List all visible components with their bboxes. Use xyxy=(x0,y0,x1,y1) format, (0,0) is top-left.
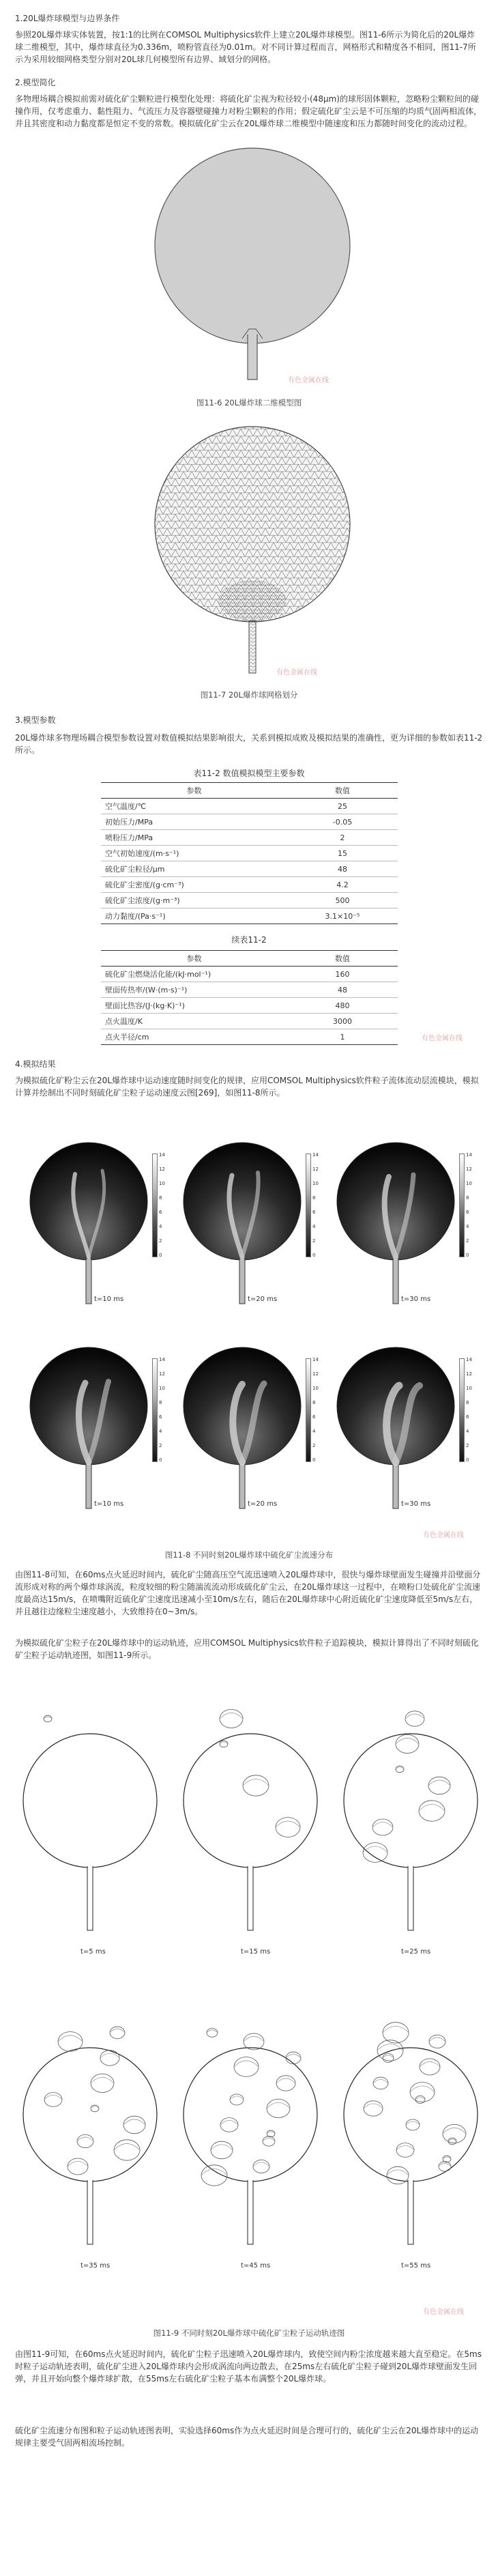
colorbar-tick-label: 0 xyxy=(159,1253,162,1258)
particle-trajectory xyxy=(429,2035,445,2048)
figure-11-9-trajectory-panels xyxy=(0,1671,498,2313)
particle-trajectory xyxy=(207,2030,218,2033)
particle-trajectory xyxy=(244,2033,264,2050)
nozzle-tube xyxy=(248,334,257,380)
particle-trajectory xyxy=(286,2055,301,2059)
params-table xyxy=(101,782,398,924)
section-4-body-4: 由图11-9可知，在60ms点火延迟时间内，硫化矿尘粒子迅速喷入20L爆炸球内，致使空间内粉尘浓度越来越大直至稳定。在5ms时粒子运动轨迹表明，硫化矿尘进入20L爆炸球内会形成涡流向两边散去，在25ms左右硫化矿尘粒子碰到20L爆炸球壁面发生回弹，并且开始向整个爆炸球扩散，在55ms左右硫化矿尘粒子基本布满整个20L爆炸球。 xyxy=(15,2349,482,2384)
velocity-panel xyxy=(334,1133,471,1311)
particle-trajectory xyxy=(286,2052,301,2064)
colorbar-tick-label: 0 xyxy=(159,1457,162,1463)
sphere-domain xyxy=(184,1347,301,1465)
section-1-body: 参照20L爆炸球实体装置，按1:1的比例在COMSOL Multiphysics软件上建立20L爆炸球模型。图11-6所示为简化后的20L爆炸球二维模型，其中，爆炸球直径为0.336m，喷粉管直径为0.01m。对不同计算过程而言，网格形式和精度各不相同，图11-7所示为采用较细网格类型分别对20L球几何模型所有边界、域划分的网格。 xyxy=(15,30,476,64)
section-4-body-2: 由图11-8可知，在60ms点火延迟时间内，硫化矿尘随高压空气流迅速喷入20L爆炸球中，很快与爆炸球壁面发生碰撞并沿壁面分流形成对称的两个爆炸球涡流，粒度较细的粉尘随湍流流动形成硫化矿尘云，在20L爆炸球这一过程中，在喷粉口处硫化矿尘流速度最高达15m/s，在喷嘴附近硫化矿尘速度迅速减小至10m/s左右，随后在20L爆炸球中心附近硫化矿尘速度降低至5m/s左右，并且越往边缘粒尘速度越小，大致维持在0~3m/s。 xyxy=(15,1570,481,1616)
sphere-domain xyxy=(23,2048,157,2181)
velocity-panel xyxy=(27,1338,164,1515)
colorbar-tick-label: 14 xyxy=(159,1152,165,1158)
colorbar xyxy=(152,1358,158,1462)
colorbar-tick-label: 0 xyxy=(312,1253,316,1258)
colorbar-tick-label: 8 xyxy=(159,1400,162,1405)
watermark: 有色金属在线 xyxy=(423,1532,464,1539)
particle-trajectory xyxy=(383,2022,409,2043)
colorbar-tick-label: 12 xyxy=(159,1167,165,1172)
particle-trajectory xyxy=(405,1711,424,1726)
trajectory-panel xyxy=(181,1992,324,2292)
colorbar-tick-label: 10 xyxy=(312,1386,319,1391)
sphere-domain xyxy=(184,2048,317,2181)
nozzle-tube xyxy=(86,1463,91,1508)
colorbar-tick-label: 8 xyxy=(312,1400,316,1405)
sphere-domain xyxy=(337,1143,454,1260)
particle-trajectory xyxy=(383,2027,409,2033)
section-2-title: 2.模型简化 xyxy=(15,78,56,87)
colorbar xyxy=(306,1154,311,1257)
table-cell: 喷粉压力/MPa xyxy=(101,830,287,846)
sphere-domain xyxy=(344,2048,478,2181)
particle-trajectory xyxy=(110,2029,125,2033)
colorbar-tick-label: 2 xyxy=(312,1238,316,1244)
panel-time-label: t=25 ms xyxy=(401,1948,431,1956)
watermark: 有色金属在线 xyxy=(288,377,329,384)
colorbar-tick-label: 12 xyxy=(159,1371,165,1377)
nozzle-tube xyxy=(408,1866,413,1930)
particle-trajectory xyxy=(405,1714,424,1719)
section-1-title: 1.20L爆炸球模型与边界条件 xyxy=(15,14,120,23)
table-cell: 空气温度/℃ xyxy=(101,799,287,814)
table-row xyxy=(101,814,398,830)
colorbar-tick-label: 12 xyxy=(466,1167,472,1172)
colorbar-tick-label: 4 xyxy=(159,1429,162,1434)
panel-time-label: t=35 ms xyxy=(80,2262,111,2270)
colorbar-tick-label: 12 xyxy=(312,1167,319,1172)
nozzle-tube xyxy=(239,1463,245,1508)
section-4-body-5: 硫化矿尘流速分布图和粒子运动轨迹图表明，实验选择60ms作为点火延迟时间是合理可行的，硫化矿尘云在20L爆炸球中的运动规律主要受气固两相流场控制。 xyxy=(15,2426,479,2448)
nozzle-tube xyxy=(393,1259,398,1304)
mesh-nozzle-tube xyxy=(249,621,256,673)
table-11-2-title: 表11-2 数值模拟模型主要参数 xyxy=(193,769,305,778)
colorbar-tick-label: 8 xyxy=(466,1195,469,1201)
table-cell: 点火温度/K xyxy=(101,1014,287,1029)
particle-trajectory xyxy=(44,1715,52,1722)
table-header-cell: 数值 xyxy=(287,951,398,967)
particle-trajectory xyxy=(429,2037,445,2042)
trajectory-panel xyxy=(20,1678,164,1978)
colorbar-tick-label: 2 xyxy=(312,1443,316,1448)
sphere-domain xyxy=(337,1347,454,1465)
particle-trajectory xyxy=(220,1709,243,1728)
table-row xyxy=(101,998,398,1014)
particle-trajectory xyxy=(110,2027,125,2039)
table-cell: 160 xyxy=(287,967,398,982)
colorbar xyxy=(459,1154,465,1257)
table-row xyxy=(101,893,398,908)
colorbar-tick-label: 4 xyxy=(159,1224,162,1229)
table-row xyxy=(101,1014,398,1029)
table-cell: 4.2 xyxy=(287,877,398,893)
panel-time-label: t=20 ms xyxy=(248,1296,278,1303)
colorbar-tick-label: 2 xyxy=(466,1443,469,1448)
table-cell: 48 xyxy=(287,982,398,998)
table-header-cell: 参数 xyxy=(101,951,287,967)
table-row xyxy=(101,830,398,846)
table-cell: 48 xyxy=(287,861,398,877)
explosion-sphere-outline xyxy=(155,148,350,343)
table-row xyxy=(101,1029,398,1045)
nozzle-tube xyxy=(239,1259,245,1304)
colorbar-tick-label: 14 xyxy=(312,1357,319,1362)
panel-time-label: t=30 ms xyxy=(401,1500,431,1508)
table-cell: 硫化矿尘浓度/(g·m⁻³) xyxy=(101,893,287,908)
particle-trajectory xyxy=(58,2032,83,2052)
sphere-domain xyxy=(184,1734,317,1867)
colorbar xyxy=(152,1154,158,1257)
table-row xyxy=(101,799,398,814)
colorbar-tick-label: 4 xyxy=(312,1429,316,1434)
colorbar-tick-label: 10 xyxy=(159,1181,165,1186)
sphere-domain xyxy=(30,1347,147,1465)
section-4-body: 为模拟硫化矿粉尘云在20L爆炸球中运动速度随时间变化的规律，应用COMSOL Multiphysics软件粒子流体流动层流模块，模拟计算并绘制出不同时刻硫化矿尘粒子运动速度云图[269]，如图11-8所示。 xyxy=(15,1076,479,1098)
colorbar-tick-label: 14 xyxy=(466,1152,472,1158)
colorbar-tick-label: 10 xyxy=(159,1386,165,1391)
colorbar-tick-label: 8 xyxy=(312,1195,316,1201)
table-cell: 硫化矿尘燃烧活化能/(kJ·mol⁻¹) xyxy=(101,967,287,982)
table-row xyxy=(101,908,398,924)
table-header-cell: 参数 xyxy=(101,783,287,799)
figure-11-9-caption: 图11-9 不同时刻20L爆炸球中硫化矿尘粒子运动轨迹图 xyxy=(153,2328,345,2338)
velocity-panel xyxy=(27,1133,164,1311)
colorbar xyxy=(459,1358,465,1462)
colorbar-tick-label: 4 xyxy=(312,1224,316,1229)
velocity-panel xyxy=(181,1133,317,1311)
panel-time-label: t=20 ms xyxy=(248,1500,278,1508)
table-row xyxy=(101,982,398,998)
colorbar-tick-label: 10 xyxy=(466,1386,472,1391)
particle-trajectory xyxy=(244,2037,264,2042)
particle-trajectory xyxy=(220,1713,243,1719)
figure-11-7-mesh xyxy=(126,422,379,681)
particle-trajectory xyxy=(58,2035,83,2042)
colorbar-tick-label: 0 xyxy=(466,1253,469,1258)
section-3-body: 20L爆炸球多物理场耦合模型参数设置对数值模拟结果影响很大，关系到模拟成败及模拟结果的准确性，更为详细的参数如表11-2所示。 xyxy=(15,733,483,755)
section-3-title: 3.模型参数 xyxy=(15,715,56,725)
velocity-panel xyxy=(334,1338,471,1515)
colorbar-tick-label: 0 xyxy=(312,1457,316,1463)
table-header-row xyxy=(101,783,398,799)
panel-time-label: t=55 ms xyxy=(401,2262,431,2270)
table-row xyxy=(101,877,398,893)
figure-11-7-caption: 图11-7 20L爆炸球网格划分 xyxy=(200,690,298,700)
colorbar-tick-label: 4 xyxy=(466,1429,469,1434)
colorbar-tick-label: 10 xyxy=(466,1181,472,1186)
table-header-cell: 数值 xyxy=(287,783,398,799)
nozzle-tube xyxy=(408,2180,413,2244)
colorbar xyxy=(306,1358,311,1462)
params-table-continued xyxy=(101,950,398,1045)
table-row xyxy=(101,861,398,877)
panel-time-label: t=45 ms xyxy=(241,2262,271,2270)
colorbar-tick-label: 12 xyxy=(466,1371,472,1377)
table-11-2-cont-title: 续表11-2 xyxy=(231,935,267,945)
figure-11-6-model xyxy=(126,143,379,389)
panel-time-label: t=5 ms xyxy=(80,1948,106,1956)
figure-11-8-caption: 图11-8 不同时刻20L爆炸球中硫化矿尘流速分布 xyxy=(164,1550,334,1560)
table-cell: 点火半径/cm xyxy=(101,1029,287,1045)
table-row xyxy=(101,846,398,861)
table-cell: 初始压力/MPa xyxy=(101,814,287,830)
table-cell: 1 xyxy=(287,1029,398,1045)
table-cell: 25 xyxy=(287,799,398,814)
table-cell: 15 xyxy=(287,846,398,861)
colorbar-tick-label: 2 xyxy=(466,1238,469,1244)
colorbar-tick-label: 2 xyxy=(159,1443,162,1448)
table-header-row xyxy=(101,951,398,967)
figure-11-6-caption: 图11-6 20L爆炸球二维模型图 xyxy=(196,398,302,407)
colorbar-tick-label: 4 xyxy=(466,1224,469,1229)
trajectory-panel xyxy=(20,1992,164,2292)
section-4-title: 4.模拟结果 xyxy=(15,1059,56,1069)
panel-time-label: t=15 ms xyxy=(241,1948,271,1956)
table-cell: 3.1×10⁻⁵ xyxy=(287,908,398,924)
watermark: 有色金属在线 xyxy=(423,2308,464,2316)
colorbar-tick-label: 6 xyxy=(159,1414,162,1420)
colorbar-tick-label: 2 xyxy=(159,1238,162,1244)
mesh-refined-zone xyxy=(218,580,287,621)
nozzle-tube xyxy=(87,1866,93,1930)
colorbar-tick-label: 6 xyxy=(466,1210,469,1215)
colorbar-tick-label: 0 xyxy=(466,1457,469,1463)
colorbar-tick-label: 6 xyxy=(312,1414,316,1420)
sphere-domain xyxy=(344,1734,478,1867)
colorbar-tick-label: 14 xyxy=(466,1357,472,1362)
colorbar-tick-label: 6 xyxy=(159,1210,162,1215)
section-2-body: 多物理场耦合模拟前需对硫化矿尘颗粒进行模型化处理：将硫化矿尘视为粒径较小(48μm)的球形固体颗粒，忽略粉尘颗粒间的碰撞作用，仅考虑重力、黏性阻力、气流压力及容器壁碰撞力对粉尘颗粒的作用；假定硫化矿尘云是不可压缩的均质气固两相流体，并且其密度和动力黏度都是恒定不变的常数。模拟硫化矿尘云在20L爆炸球二维模型中随速度和压力都随时间变化的流动过程。 xyxy=(15,94,482,128)
table-cell: 硫化矿尘粒径/μm xyxy=(101,861,287,877)
velocity-panel xyxy=(181,1338,317,1515)
table-cell: -0.05 xyxy=(287,814,398,830)
colorbar-tick-label: 6 xyxy=(312,1210,316,1215)
table-cell: 480 xyxy=(287,998,398,1014)
colorbar-tick-label: 14 xyxy=(159,1357,165,1362)
colorbar-tick-label: 14 xyxy=(312,1152,319,1158)
panel-time-label: t=10 ms xyxy=(94,1296,124,1303)
colorbar-tick-label: 10 xyxy=(312,1181,319,1186)
table-cell: 2 xyxy=(287,830,398,846)
sphere-domain xyxy=(184,1143,301,1260)
watermark: 有色金属在线 xyxy=(276,669,317,676)
table-cell: 壁面比热容/(J·(kg·K)⁻¹) xyxy=(101,998,287,1014)
particle-trajectory xyxy=(207,2029,218,2037)
table-cell: 硫化矿尘密度/(g·cm⁻³) xyxy=(101,877,287,893)
trajectory-panel xyxy=(181,1678,324,1978)
panel-time-label: t=10 ms xyxy=(94,1500,124,1508)
colorbar-tick-label: 6 xyxy=(466,1414,469,1420)
nozzle-tube xyxy=(248,2180,253,2244)
table-cell: 壁面传热率/(W·(m·s)⁻¹) xyxy=(101,982,287,998)
section-4-body-3: 为模拟硫化矿尘粒子在20L爆炸球中的运动轨迹，应用COMSOL Multiphysics软件粒子追踪模块，模拟计算得出了不同时刻硫化矿尘粒子运动轨迹图，如图11-9所示。 xyxy=(15,1638,479,1660)
nozzle-tube xyxy=(86,1259,91,1304)
panel-time-label: t=30 ms xyxy=(401,1296,431,1303)
colorbar-tick-label: 8 xyxy=(466,1400,469,1405)
trajectory-panel xyxy=(341,1678,484,1978)
nozzle-tube xyxy=(393,1463,398,1508)
sphere-domain xyxy=(23,1734,157,1867)
nozzle-tube xyxy=(87,2180,93,2244)
figure-11-8-velocity-panels xyxy=(0,1119,498,1543)
table-row xyxy=(101,967,398,982)
watermark: 有色金属在线 xyxy=(422,1035,463,1042)
sphere-domain xyxy=(30,1143,147,1260)
nozzle-tube xyxy=(248,1866,253,1930)
colorbar-tick-label: 8 xyxy=(159,1195,162,1201)
particle-trajectory xyxy=(44,1717,52,1719)
table-cell: 500 xyxy=(287,893,398,908)
colorbar-tick-label: 12 xyxy=(312,1371,319,1377)
trajectory-panel xyxy=(341,1992,484,2292)
table-cell: 3000 xyxy=(287,1014,398,1029)
table-cell: 空气初始速度/(m·s⁻¹) xyxy=(101,846,287,861)
table-cell: 动力黏度/(Pa·s⁻¹) xyxy=(101,908,287,924)
